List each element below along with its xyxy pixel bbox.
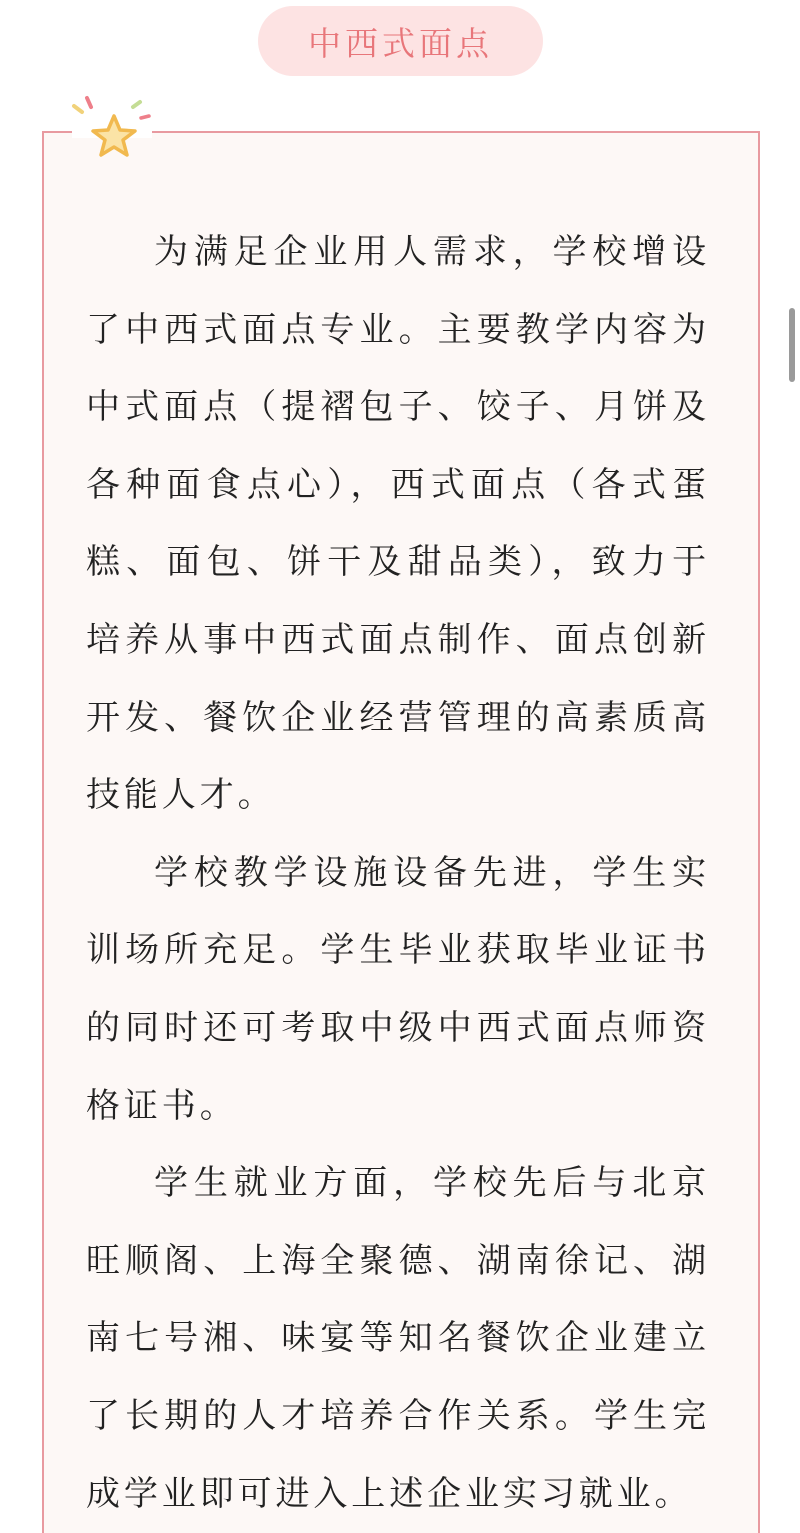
section-title: 中西式面点 xyxy=(308,23,493,63)
paragraph-employment: 学生就业方面，学校先后与北京旺顺阁、上海全聚德、湖南徐记、湖南七号湘、味宴等知名餐饮企业建立了长期的人才培养合作关系。学生完成学业即可进入上述企业实习就业。 xyxy=(86,1163,710,1514)
scrollbar-thumb[interactable] xyxy=(789,308,795,382)
star-sparkle-icon xyxy=(66,92,162,170)
paragraph-major-intro: 为满足企业用人需求，学校增设了中西式面点专业。主要教学内容为中式面点（提褶包子、饺子、月饼及各种面食点心），西式面点（各式蛋糕、面包、饼干及甜品类），致力于培养从事中西式面点制作、面点创新开发、餐饮企业经营管理的高素质高技能人才。 xyxy=(86,232,710,816)
section-title-pill xyxy=(258,6,543,76)
article-body xyxy=(86,214,710,1533)
paragraph-facilities: 学校教学设施设备先进，学生实训场所充足。学生毕业获取毕业证书的同时还可考取中级中西式面点师资格证书。 xyxy=(86,852,710,1126)
